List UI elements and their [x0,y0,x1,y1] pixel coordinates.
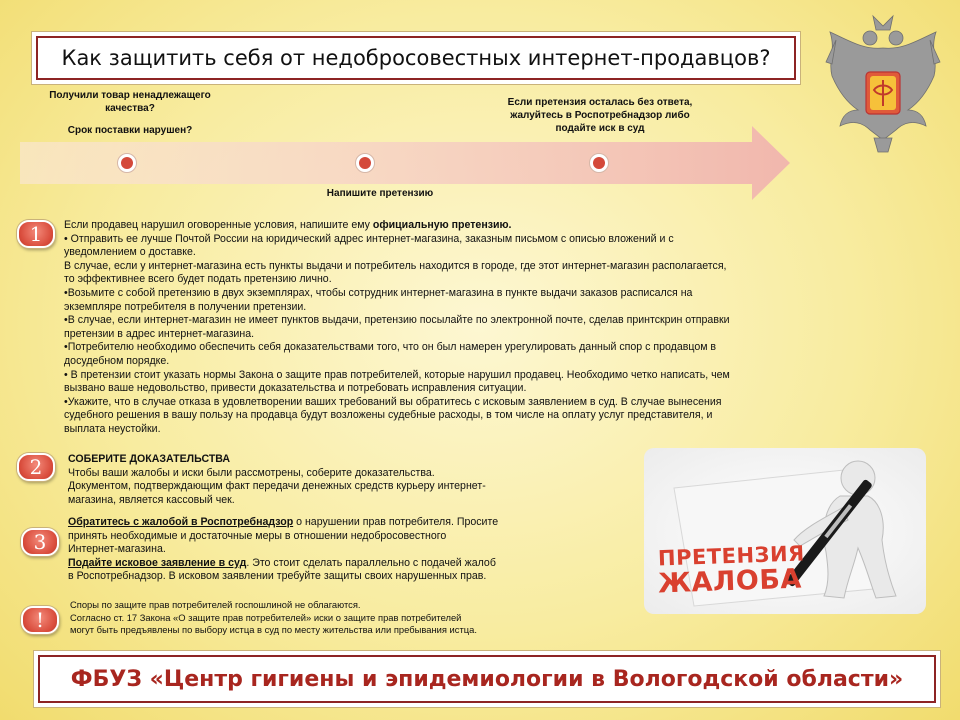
page-title-box [36,36,796,80]
step-2-text: СОБЕРИТЕ ДОКАЗАТЕЛЬСТВА Чтобы ваши жалобы и иски были рассмотрены, соберите доказательства. Документом, подтверждающим факт передачи денежных средств курьеру интернет- магазина, является кассовый чек. [68,453,486,506]
timeline-label-received: Получили товар ненадлежащего качества? [49,90,211,114]
illustration-word-complaint: ЖАЛОБА [657,563,803,600]
step-3-badge: 3 [21,528,59,556]
timeline-marker-1 [116,152,138,174]
timeline-label-write-claim: Напишите претензию [326,188,434,199]
eagle-emblem-icon [818,10,948,160]
step-1-text: Если продавец нарушил оговоренные условия, напишите ему официальную претензию. • Отправить ее лучше Почтой России на юридический адрес интернет-магазина, заказным письмом с описью вложений и с уведомлением о доставке. В случае, если у интернет-магазина есть пункты выдачи и потребитель находится в городе, где этот интернет-магазин располагается, то эффективнее всего будет подать претензию лично. •Возьмите с собой претензию в двух экземплярах, чтобы сотрудник интернет-магазина в пункте выдачи заказов расписался на экземпляре потребителя в получении претензии. •В случае, если интернет-магазин не имеет пунктов выдачи, претензию посылайте по электронной почте, сделав принтскрин отправки претензии в адрес интернет-магазина. •Потребителю необходимо обеспечить себя доказательствами того, что он был намерен урегулировать данный спор с продавцом в досудебном порядке. • В претензии стоит указать нормы Закона о защите прав потребителей, которые нарушил продавец. Необходимо четко написать, чем вызвано ваше недовольство, привести доказательства и потребовать исправления ситуации. •Укажите, что в случае отказа в удовлетворении ваших требований вы обратитесь с исковым заявлением в суд. В случае вынесения судебного решения в вашу пользу на продавца будут возложены судебные расходы, в том числе на оплату услуг представителя, и выплата неустойки. [64,219,730,435]
footer-organization-box [38,655,936,703]
footer-organization: ФБУЗ «Центр гигиены и эпидемиологии в Вологодской области» [70,666,904,692]
timeline-marker-3 [588,152,610,174]
page-title: Как защитить себя от недобросовестных интернет-продавцов? [61,46,771,70]
timeline-label-delivery: Срок поставки нарушен? [67,125,193,136]
note-badge: ! [21,606,59,634]
step-2-badge: 2 [17,453,55,481]
step-1-badge: 1 [17,220,55,248]
note-text: Споры по защите прав потребителей госпошлиной не облагаются. Согласно ст. 17 Закона «О защите прав потребителей» иски о защите прав потребителей могут быть предъявлены по выбору истца в суд по месту жительства или пребывания истца. [70,599,477,636]
illustration-word-claim: ПРЕТЕНЗИЯ [657,541,806,571]
timeline-marker-2 [354,152,376,174]
step-3-text: Обратитесь с жалобой в Роспотребнадзор о нарушении прав потребителя. Просите принять необходимые и достаточные меры в отношении недобросовестного Интернет-магазина. Подайте исковое заявление в суд. Это стоит сделать параллельно с подачей жалоб в Роспотребнадзор. В исковом заявлении требуйте защиты своих нарушенных прав. [68,516,499,583]
timeline-label-no-answer: Если претензия осталась без ответа, жалуйтесь в Роспотребнадзор либо подайте иск в суд [507,97,693,134]
